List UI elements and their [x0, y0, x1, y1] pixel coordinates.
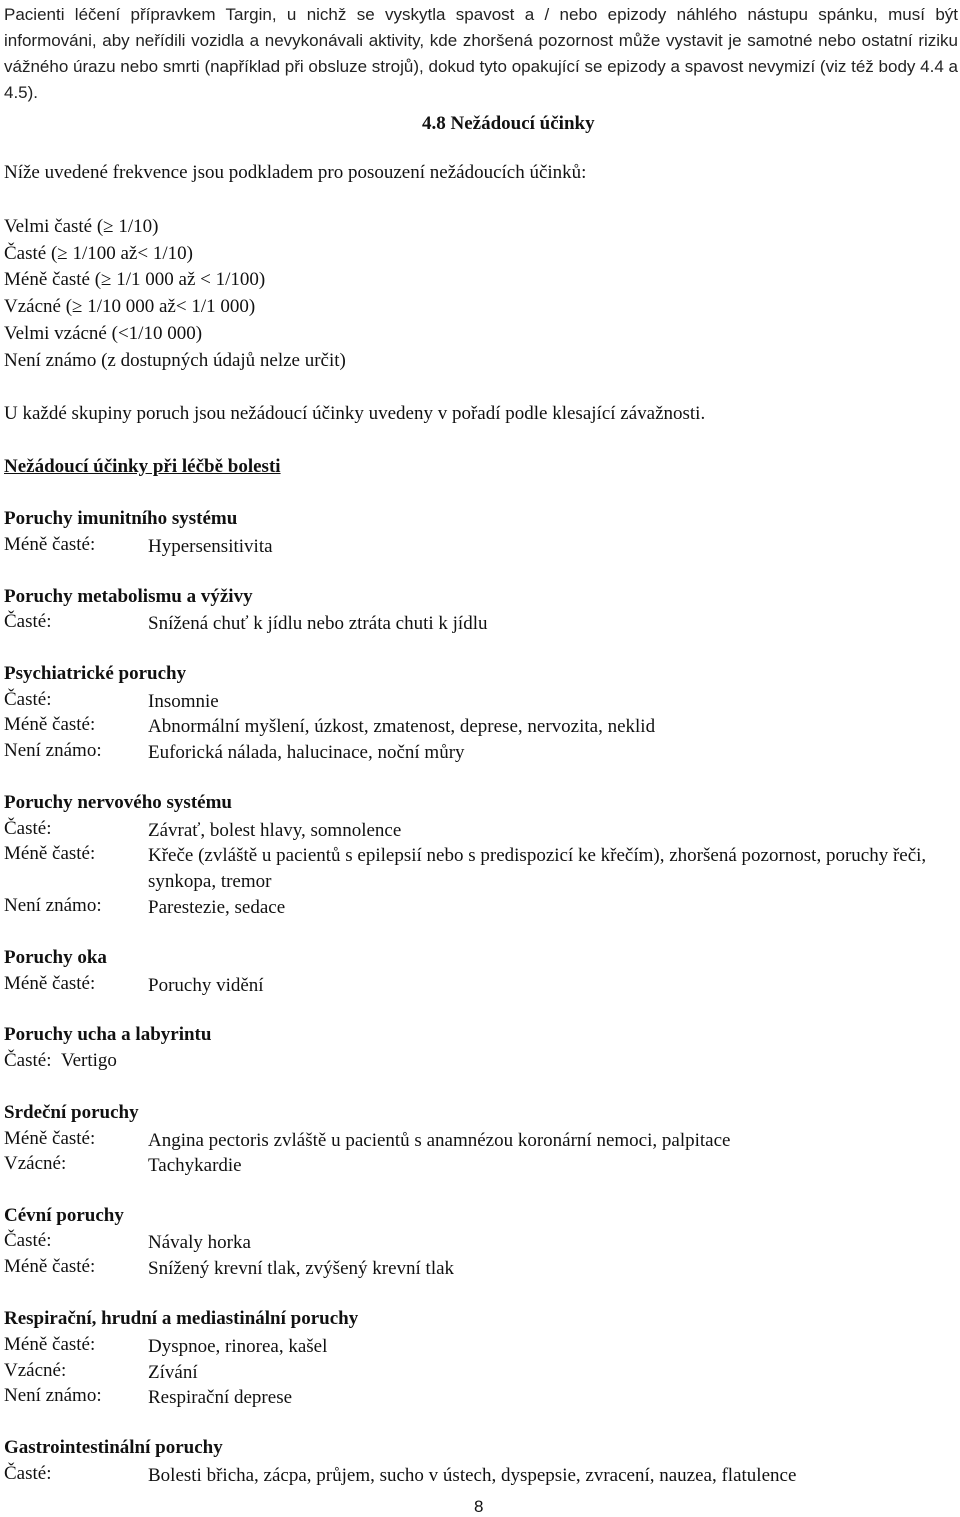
frequency-line: Není známo (z dostupných údajů nelze určit) [4, 350, 346, 371]
frequency-label: Méně časté: [4, 714, 96, 735]
order-note: U každé skupiny poruch jsou nežádoucí účinky uvedeny v pořadí podle klesající závažnosti. [4, 403, 706, 424]
frequency-label: Méně časté: [4, 1256, 96, 1277]
intro-paragraph: Pacienti léčení přípravkem Targin, u nichž se vyskytla spavost a / nebo epizody náhlého nástupu spánku, musí být informováni, aby neřídili vozidla a nevykonávali aktivity, kde zhoršená pozornost může vystavit je samotné nebo ostatní riziku vážného úrazu nebo smrti (například při obsluze strojů), dokud tyto opakující se epizody a spavost nevymizí (viz též body 4.4 a 4.5). [4, 5, 958, 102]
effect-value: Dyspnoe, rinorea, kašel [148, 1336, 328, 1357]
frequency-label: Méně časté: [4, 534, 96, 555]
section-title: Poruchy ucha a labyrintu [4, 1024, 212, 1045]
section-title: Srdeční poruchy [4, 1102, 139, 1123]
frequency-label: Není známo: [4, 1385, 102, 1406]
subheading: Nežádoucí účinky při léčbě bolesti [4, 456, 281, 477]
effect-row [4, 1050, 117, 1072]
section-title: Psychiatrické poruchy [4, 663, 187, 684]
section-title: Cévní poruchy [4, 1205, 124, 1226]
section-title: Respirační, hrudní a mediastinální poruchy [4, 1308, 359, 1329]
frequency-label: Méně časté: [4, 973, 96, 994]
effect-value: Abnormální myšlení, úzkost, zmatenost, deprese, nervozita, neklid [148, 716, 656, 737]
effect-value: Poruchy vidění [148, 975, 264, 996]
frequency-line: Časté (≥ 1/100 až< 1/10) [4, 243, 193, 264]
frequency-label: Časté: [4, 1463, 52, 1484]
effect-value: Vertigo [61, 1050, 117, 1071]
effect-value: Bolesti břicha, zácpa, průjem, sucho v ústech, dyspepsie, zvracení, nauzea, flatulence [148, 1465, 797, 1486]
effect-value: Zívání [148, 1362, 198, 1383]
frequency-label: Časté: [4, 1230, 52, 1251]
frequency-line: Velmi vzácné (<1/10 000) [4, 323, 203, 344]
frequency-label: Není známo: [4, 895, 102, 916]
frequency-label: Vzácné: [4, 1360, 67, 1381]
effect-value: Snížená chuť k jídlu nebo ztráta chuti k jídlu [148, 613, 488, 634]
frequency-label: Méně časté: [4, 1128, 96, 1149]
frequency-line: Méně časté (≥ 1/1 000 až < 1/100) [4, 269, 266, 290]
effect-value: Parestezie, sedace [148, 897, 286, 918]
section-heading: 4.8 Nežádoucí účinky [422, 113, 595, 134]
section-title: Poruchy nervového systému [4, 792, 232, 813]
frequency-label: Není známo: [4, 740, 102, 761]
frequency-line: Vzácné (≥ 1/10 000 až< 1/1 000) [4, 296, 256, 317]
frequency-label: Časté: [4, 611, 52, 632]
effect-value: Insomnie [148, 691, 219, 712]
section-title: Gastrointestinální poruchy [4, 1437, 223, 1458]
effect-value: Křeče (zvláště u pacientů s epilepsií nebo s predispozicí ke křečím), zhoršená pozornost, poruchy řeči, synkopa, tremor [148, 845, 927, 892]
frequency-label: Časté: [4, 818, 52, 839]
section-title: Poruchy imunitního systému [4, 508, 238, 529]
effect-value: Tachykardie [148, 1155, 242, 1176]
frequency-line: Velmi časté (≥ 1/10) [4, 216, 159, 237]
effect-value: Návaly horka [148, 1232, 251, 1253]
effect-value: Snížený krevní tlak, zvýšený krevní tlak [148, 1258, 455, 1279]
effect-value: Závrať, bolest hlavy, somnolence [148, 820, 402, 841]
section-title: Poruchy metabolismu a výživy [4, 586, 253, 607]
effect-value: Angina pectoris zvláště u pacientů s anamnézou koronární nemoci, palpitace [148, 1130, 731, 1151]
section-title: Poruchy oka [4, 947, 107, 968]
effect-value: Respirační deprese [148, 1387, 293, 1408]
frequency-label: Časté: [4, 689, 52, 710]
frequency-intro: Níže uvedené frekvence jsou podkladem pro posouzení nežádoucích účinků: [4, 162, 587, 183]
effect-value: Hypersensitivita [148, 536, 273, 557]
frequency-label: Časté: [4, 1050, 52, 1071]
effect-value: Euforická nálada, halucinace, noční můry [148, 742, 465, 763]
page-number: 8 [474, 1497, 484, 1516]
frequency-label: Méně časté: [4, 1334, 96, 1355]
frequency-label: Méně časté: [4, 843, 96, 864]
frequency-label: Vzácné: [4, 1153, 67, 1174]
